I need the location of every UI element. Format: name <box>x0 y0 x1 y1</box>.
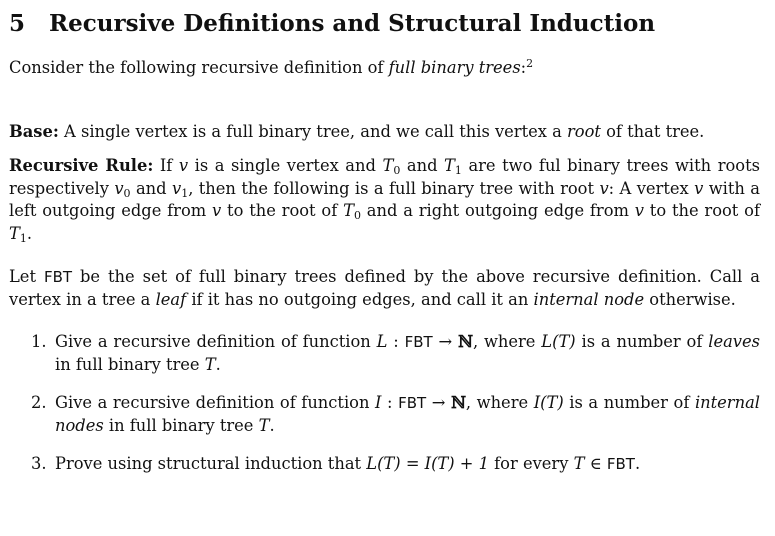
item-text: for every <box>488 454 574 473</box>
fbt-symbol: FBT <box>43 268 73 286</box>
math-v: v <box>694 178 704 198</box>
item-text: . <box>269 415 275 435</box>
fbt-symbol: FBT <box>606 455 635 473</box>
math-T: T <box>258 415 270 435</box>
root-term: root <box>567 122 601 141</box>
item-text: Give a recursive definition of function <box>55 332 377 351</box>
recursive-rule-paragraph <box>9 155 760 245</box>
fbt-symbol: FBT <box>404 333 433 351</box>
math-subscript: 1 <box>19 231 27 245</box>
math-T: T <box>382 156 394 175</box>
math-v: v <box>178 156 189 175</box>
intro-text: Consider the following recursive definition of <box>9 58 389 77</box>
list-marker: 1. <box>31 332 47 351</box>
math-subscript: 1 <box>181 186 189 200</box>
math-v: v <box>114 178 124 198</box>
math-colon: : <box>387 332 405 351</box>
item-text: in full binary tree <box>55 354 205 374</box>
rule-text: to the root of <box>221 201 344 220</box>
definitions-paragraph <box>9 266 760 311</box>
math-subscript: 0 <box>123 186 131 200</box>
leaf-term: leaf <box>155 289 187 309</box>
math-T: T <box>9 223 20 243</box>
math-function: L <box>376 332 388 351</box>
leaves-term: leaves <box>708 332 760 351</box>
internal-nodes-term: internal nodes <box>55 393 760 435</box>
rule-text: is a single vertex and <box>188 156 383 175</box>
rule-text: to the root of <box>643 201 760 220</box>
internal-node-term: internal node <box>533 289 645 309</box>
math-colon: : <box>381 393 399 412</box>
exercise-list <box>31 331 760 492</box>
math-T: T <box>343 201 354 220</box>
rule-text: and a right outgoing edge from <box>360 201 635 220</box>
item-text: Give a recursive definition of function <box>55 393 376 412</box>
math-v: v <box>171 178 182 198</box>
list-item <box>31 392 760 437</box>
rule-text: and <box>400 156 445 175</box>
list-item <box>31 453 760 476</box>
list-item <box>31 331 760 376</box>
math-equation: L(T) = I(T) + 1 <box>366 454 489 473</box>
math-expression: I(T) <box>533 393 564 412</box>
let-text: Let <box>9 267 44 286</box>
base-text-2: of that tree. <box>600 122 705 141</box>
section-heading <box>9 10 655 37</box>
item-text: , where <box>472 332 542 351</box>
intro-colon: : <box>520 58 527 77</box>
rule-text: If <box>153 156 179 175</box>
rule-text: , then the following is a full binary tree with root <box>188 178 600 198</box>
section-number: 5 <box>9 10 26 37</box>
let-text: otherwise. <box>644 289 736 309</box>
math-subscript: 0 <box>393 164 401 177</box>
rule-text: are two ful binary trees with roots respectively <box>9 156 760 198</box>
rule-text: with a left outgoing edge from <box>9 178 761 220</box>
item-text: . <box>215 354 221 374</box>
math-subscript: 0 <box>353 209 361 222</box>
math-v: v <box>599 178 609 198</box>
math-v: v <box>634 201 644 220</box>
math-T: T <box>573 454 585 473</box>
rule-text: and <box>130 178 172 198</box>
list-marker: 2. <box>31 393 47 412</box>
item-text: is a number of <box>575 332 709 351</box>
intro-term: full binary trees <box>388 58 521 77</box>
item-text: is a number of <box>563 393 695 412</box>
footnote-marker: 2 <box>526 57 534 70</box>
item-text: in full binary tree <box>103 415 259 435</box>
base-text-1: A single vertex is a full binary tree, and we call this vertex a <box>58 122 568 141</box>
base-case-paragraph <box>9 121 760 144</box>
recursive-rule-label: Recursive Rule: <box>9 156 154 175</box>
math-v: v <box>212 201 222 220</box>
naturals-symbol: ℕ <box>451 393 466 412</box>
let-text: be the set of full binary trees defined by the above recursive definition. Call a vertex in a tree a <box>9 267 760 309</box>
math-element-of: ∈ <box>584 454 607 473</box>
math-arrow: → <box>432 332 459 351</box>
list-marker: 3. <box>31 454 47 473</box>
rule-text: . <box>26 223 33 243</box>
math-expression: L(T) <box>541 332 576 351</box>
math-T: T <box>444 156 455 175</box>
math-subscript: 1 <box>454 164 462 177</box>
math-arrow: → <box>426 393 451 412</box>
naturals-symbol: ℕ <box>458 332 473 351</box>
intro-paragraph <box>9 57 760 80</box>
fbt-symbol: FBT <box>398 394 427 412</box>
math-T: T <box>204 354 216 374</box>
item-text: Prove using structural induction that <box>55 454 367 473</box>
rule-text: : A vertex <box>608 178 695 198</box>
item-text: . <box>634 454 641 473</box>
item-text: , where <box>465 393 534 412</box>
let-text: if it has no outgoing edges, and call it an <box>186 289 534 309</box>
section-title: Recursive Definitions and Structural Induction <box>49 10 656 37</box>
math-function: I <box>375 393 382 412</box>
base-label: Base: <box>9 122 59 141</box>
